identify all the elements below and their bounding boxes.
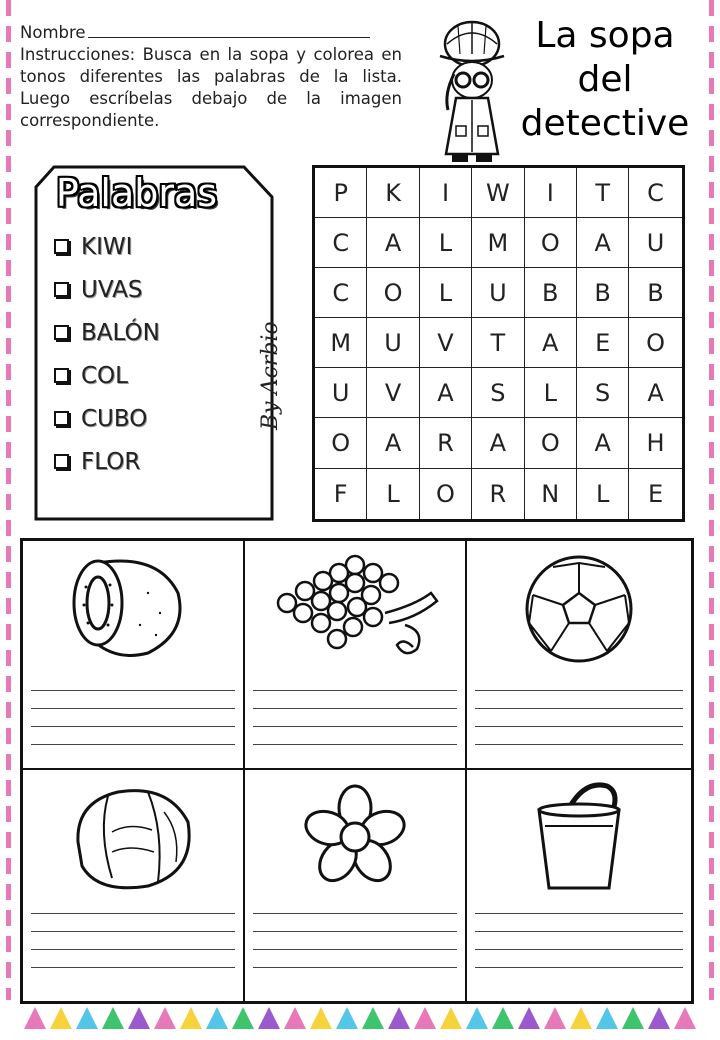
- kiwi-icon: [68, 553, 198, 663]
- checkbox[interactable]: [54, 454, 69, 469]
- word-item: [54, 268, 160, 311]
- triangle-decoration: [648, 1007, 670, 1029]
- word-item: [54, 311, 160, 354]
- title-line-3: detective: [520, 103, 690, 144]
- instructions-text: Instrucciones: Busca en la sopa y colorea en tonos diferentes las palabras de la lista. Luego escríbelas debajo de la imagen correspondiente.: [20, 45, 402, 130]
- grid-cell[interactable]: E: [647, 479, 664, 508]
- writing-lines[interactable]: [31, 896, 235, 968]
- triangle-decoration: [414, 1007, 436, 1029]
- checkbox[interactable]: [54, 368, 69, 383]
- triangle-decoration: [232, 1007, 254, 1029]
- grid-cell[interactable]: M: [315, 318, 367, 368]
- triangle-decoration: [388, 1007, 410, 1029]
- grid-cell[interactable]: R: [420, 418, 472, 468]
- grid-cell[interactable]: W: [472, 168, 524, 218]
- grid-cell[interactable]: B: [525, 268, 577, 318]
- grid-cell[interactable]: A: [629, 368, 681, 418]
- decorative-triangle-row: [24, 1003, 696, 1029]
- worksheet-title: [505, 14, 705, 146]
- triangle-decoration: [180, 1007, 202, 1029]
- triangle-decoration: [362, 1007, 384, 1029]
- grid-cell[interactable]: U: [629, 218, 681, 268]
- writing-lines[interactable]: [475, 896, 683, 968]
- word-panel-title: Palabras: [55, 171, 218, 215]
- grid-cell[interactable]: N: [525, 469, 577, 519]
- word-list-panel: [34, 165, 274, 521]
- writing-lines[interactable]: [475, 673, 683, 745]
- triangle-decoration: [440, 1007, 462, 1029]
- header: [20, 22, 402, 132]
- grid-cell[interactable]: H: [629, 418, 681, 468]
- triangle-decoration: [24, 1007, 46, 1029]
- grid-cell[interactable]: R: [472, 469, 524, 519]
- picture-cell-ball: [467, 541, 691, 770]
- grid-cell[interactable]: B: [577, 268, 629, 318]
- triangle-decoration: [154, 1007, 176, 1029]
- grid-cell[interactable]: L: [420, 268, 472, 318]
- triangle-decoration: [674, 1007, 696, 1029]
- grid-cell[interactable]: I: [525, 168, 577, 218]
- word-label: BALÓN: [81, 319, 160, 346]
- flower-icon: [300, 782, 410, 892]
- bucket-icon: [529, 782, 629, 894]
- name-label: Nombre: [20, 23, 86, 42]
- triangle-decoration: [492, 1007, 514, 1029]
- word-label: COL: [81, 362, 128, 389]
- title-line-2: del: [577, 59, 633, 100]
- grapes-icon: [265, 553, 445, 668]
- picture-cell-kiwi: [23, 541, 245, 770]
- grid-cell[interactable]: A: [367, 218, 419, 268]
- grid-cell[interactable]: L: [577, 469, 629, 519]
- triangle-decoration: [596, 1007, 618, 1029]
- grid-cell[interactable]: A: [420, 368, 472, 418]
- grid-cell[interactable]: O: [525, 418, 577, 468]
- grid-cell[interactable]: T: [577, 168, 629, 218]
- grid-cell[interactable]: A: [525, 318, 577, 368]
- checkbox[interactable]: [54, 282, 69, 297]
- grid-cell[interactable]: L: [367, 469, 419, 519]
- grid-cell[interactable]: K: [367, 168, 419, 218]
- grid-cell[interactable]: F: [315, 469, 367, 519]
- soccer-ball-icon: [523, 553, 635, 665]
- grid-cell[interactable]: P: [315, 168, 367, 218]
- writing-lines[interactable]: [253, 673, 457, 745]
- picture-cell-grapes: [245, 541, 467, 770]
- word-list: [54, 225, 160, 483]
- picture-cell-bucket: [467, 770, 691, 1001]
- grid-cell[interactable]: O: [629, 318, 681, 368]
- word-item: [54, 397, 160, 440]
- name-field[interactable]: [88, 23, 370, 38]
- word-label: UVAS: [81, 276, 143, 303]
- checkbox[interactable]: [54, 239, 69, 254]
- grid-cell[interactable]: C: [315, 218, 367, 268]
- triangle-decoration: [622, 1007, 644, 1029]
- checkbox[interactable]: [54, 325, 69, 340]
- triangle-decoration: [76, 1007, 98, 1029]
- writing-lines[interactable]: [253, 896, 457, 968]
- word-item: [54, 354, 160, 397]
- grid-cell[interactable]: A: [577, 218, 629, 268]
- grid-cell[interactable]: A: [367, 418, 419, 468]
- word-label: FLOR: [81, 448, 141, 475]
- triangle-decoration: [310, 1007, 332, 1029]
- grid-cell[interactable]: O: [367, 268, 419, 318]
- triangle-decoration: [206, 1007, 228, 1029]
- detective-icon: [432, 14, 512, 164]
- word-item: [54, 440, 160, 483]
- grid-cell[interactable]: O: [525, 218, 577, 268]
- word-label: CUBO: [81, 405, 148, 432]
- grid-cell[interactable]: I: [420, 168, 472, 218]
- grid-cell[interactable]: A: [577, 418, 629, 468]
- grid-cell[interactable]: U: [315, 368, 367, 418]
- triangle-decoration: [518, 1007, 540, 1029]
- writing-lines[interactable]: [31, 673, 235, 745]
- grid-cell[interactable]: S: [472, 368, 524, 418]
- left-dashed-border: [6, 0, 11, 1000]
- grid-cell[interactable]: A: [472, 418, 524, 468]
- picture-cell-cabbage: [23, 770, 245, 1001]
- triangle-decoration: [258, 1007, 280, 1029]
- grid-cell[interactable]: E: [577, 318, 629, 368]
- triangle-decoration: [102, 1007, 124, 1029]
- grid-cell[interactable]: S: [577, 368, 629, 418]
- title-line-1: La sopa: [535, 15, 675, 56]
- name-line: [20, 22, 402, 44]
- picture-grid: [20, 538, 694, 1004]
- right-dashed-border: [709, 0, 714, 1000]
- grid-cell[interactable]: C: [315, 268, 367, 318]
- cabbage-icon: [68, 782, 198, 894]
- checkbox[interactable]: [54, 411, 69, 426]
- author-byline: By Acrbio: [258, 321, 283, 430]
- grid-cell[interactable]: M: [472, 218, 524, 268]
- grid-cell[interactable]: L: [420, 218, 472, 268]
- grid-cell[interactable]: L: [525, 368, 577, 418]
- triangle-decoration: [570, 1007, 592, 1029]
- triangle-decoration: [336, 1007, 358, 1029]
- grid-cell[interactable]: V: [367, 368, 419, 418]
- grid-cell[interactable]: T: [472, 318, 524, 368]
- triangle-decoration: [466, 1007, 488, 1029]
- grid-cell[interactable]: O: [420, 469, 472, 519]
- word-item: [54, 225, 160, 268]
- triangle-decoration: [284, 1007, 306, 1029]
- picture-cell-flower: [245, 770, 467, 1001]
- triangle-decoration: [128, 1007, 150, 1029]
- grid-cell[interactable]: U: [367, 318, 419, 368]
- triangle-decoration: [544, 1007, 566, 1029]
- grid-cell[interactable]: O: [315, 418, 367, 468]
- word-search-grid: [312, 165, 685, 522]
- grid-cell[interactable]: B: [629, 268, 681, 318]
- grid-cell[interactable]: U: [472, 268, 524, 318]
- triangle-decoration: [50, 1007, 72, 1029]
- grid-cell[interactable]: V: [420, 318, 472, 368]
- word-label: KIWI: [81, 233, 133, 260]
- grid-cell[interactable]: C: [629, 168, 681, 218]
